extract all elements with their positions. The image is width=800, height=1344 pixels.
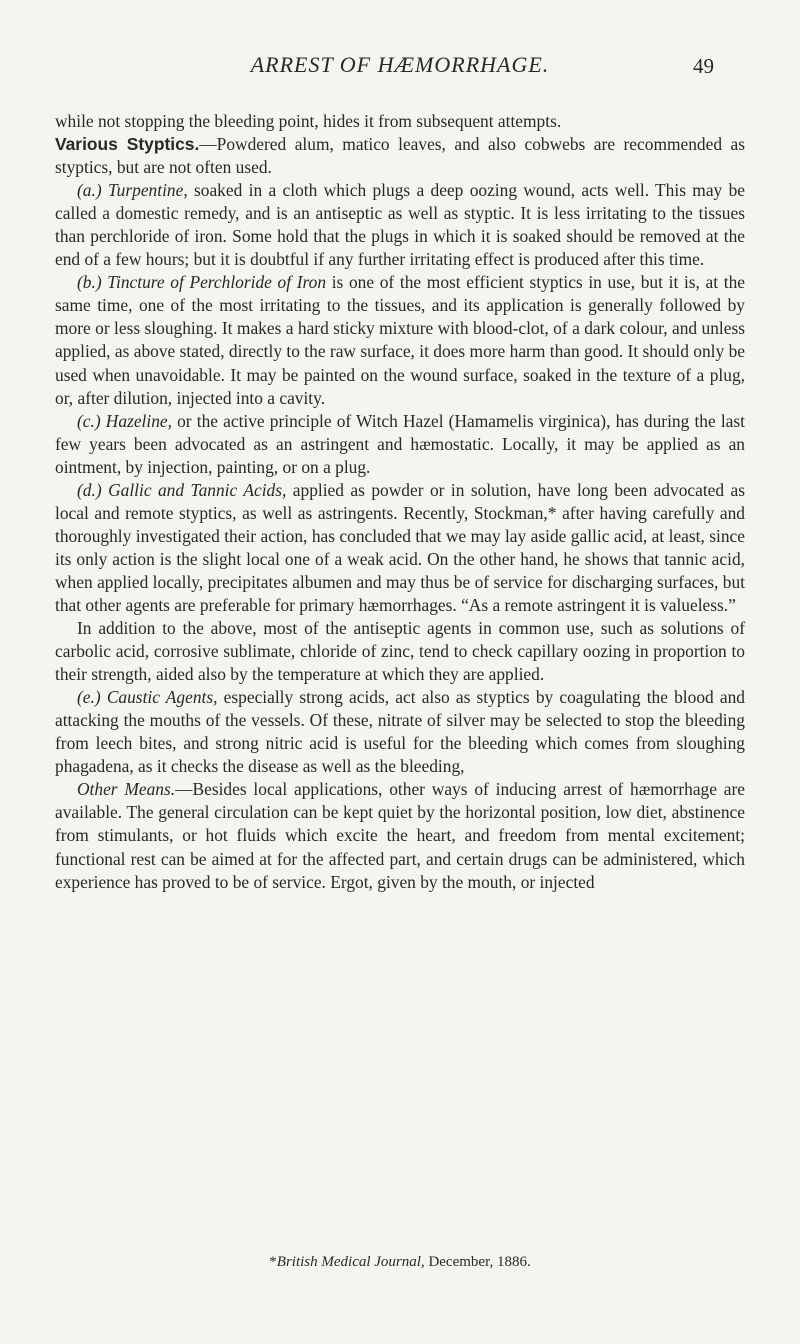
body-text bbox=[55, 110, 745, 894]
paragraph-text: In addition to the above, most of the antiseptic agents in common use, such as solutions of carbolic acid, corrosive sublimate, chloride of zinc, tend to check capillary oozing in proportion to their strength, aided also by the temperature at which they are applied. bbox=[55, 618, 745, 685]
paragraph-text: applied as powder or in solution, have long been advocated as local and remote styptics, as well as astringents. Recently, Stockman,* after having carefully and thoroughly investigated their action, has concluded that we may lay aside gallic acid, at least, since its only action is the slight local one of a weak acid. On the other hand, he shows that tannic acid, when applied locally, precipitates albumen and may thus be of service for discharging surfaces, but that other agents are preferable for primary hæmorrhages. “As a remote astringent it is valueless.” bbox=[55, 479, 746, 615]
footnote-marker: * bbox=[269, 1254, 277, 1270]
footnote-date: December, 1886. bbox=[424, 1254, 531, 1270]
paragraph-text: —Powdered alum, matico leaves, and also cobwebs are recommended as styptics, but are not often used. bbox=[55, 134, 745, 178]
page-header bbox=[0, 52, 800, 86]
item-heading-gallic-tannic: (d.) Gallic and Tannic Acids, bbox=[77, 479, 287, 500]
item-heading-caustic: (e.) Caustic Agents, bbox=[77, 687, 218, 708]
page-number: 49 bbox=[693, 54, 714, 78]
section-heading-other-means: Other Means. bbox=[77, 779, 176, 800]
paragraph-text: or the active principle of Witch Hazel (Hamamelis virginica), has during the last few years been advocated as an astringent and hæmostatic. Locally, it may be applied as an ointment, by injection, painting, or on a plug. bbox=[55, 410, 745, 477]
paragraph-text: —Besides local applications, other ways of inducing arrest of hæmorrhage are available. The general circulation can be kept quiet by the horizontal position, low diet, abstinence from stimulants, or hot fluids which excite the heart, and freedom from mental excitement; functional rest can be aimed at for the affected part, and certain drugs can be administered, which experience has proved to be of service. Ergot, given by the mouth, or injected bbox=[55, 779, 745, 892]
paragraph-hazeline bbox=[55, 410, 745, 479]
paragraph-antiseptics bbox=[55, 617, 745, 686]
paragraph-text: is one of the most efficient styptics in use, but it is, at the same time, one of the most irritating to the tissues, and its application is generally followed by more or less sloughing. It makes a hard sticky mixture with blood-clot, of a dark colour, and unless applied, as above stated, directly to the raw surface, it does more harm than good. It should only be used when unavoidable. It may be painted on the wound surface, soaked in the texture of a plug, or, after dilution, injected into a cavity. bbox=[55, 272, 746, 408]
footnote-source: British Medical Journal, bbox=[276, 1254, 425, 1270]
running-title: ARREST OF HÆMORRHAGE. bbox=[250, 52, 550, 77]
paragraph-text: soaked in a cloth which plugs a deep oozing wound, acts well. This may be called a domestic remedy, and is an antiseptic as well as styptic. It is less irritating to the tissues than perchloride of iron. Some hold that the plugs in which it is soaked should be removed at the end of a few hours; but it is doubtful if any further irritating effect is produced after this time. bbox=[55, 180, 745, 270]
footnote bbox=[0, 1254, 800, 1271]
item-heading-turpentine: (a.) Turpentine, bbox=[77, 180, 188, 201]
paragraph-text: especially strong acids, act also as styptics by coagulating the blood and attacking the mouths of the vessels. Of these, nitrate of silver may be selected to stop the bleeding from leech bites, and strong nitric acid is useful for the bleeding which comes from sloughing phagadena, as it checks the disease as well as the bleeding, bbox=[55, 687, 745, 777]
item-heading-perchloride: (b.) Tincture of Perchloride of Iron bbox=[77, 272, 327, 293]
paragraph-various-styptics bbox=[55, 133, 745, 179]
paragraph-caustic bbox=[55, 686, 745, 778]
item-heading-hazeline: (c.) Hazeline, bbox=[77, 410, 172, 431]
paragraph-continuation bbox=[55, 110, 745, 133]
paragraph-text: while not stopping the bleeding point, hides it from subsequent attempts. bbox=[55, 111, 562, 131]
paragraph-other-means bbox=[55, 778, 745, 893]
paragraph-gallic-tannic bbox=[55, 479, 745, 617]
paragraph-turpentine bbox=[55, 179, 745, 271]
section-heading-various-styptics: Various Styptics. bbox=[55, 134, 200, 155]
paragraph-perchloride bbox=[55, 271, 745, 409]
